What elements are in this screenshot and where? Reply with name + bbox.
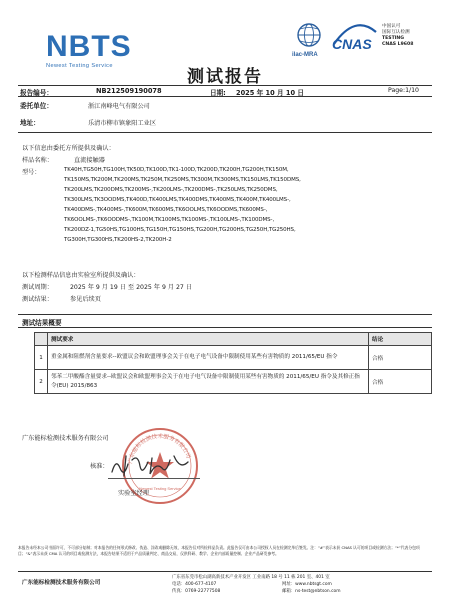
lab-intro: 以下检测样品信息由实验室所提供及确认：	[22, 272, 140, 279]
footer-web: 网址：www.nbtsgt.com	[282, 582, 332, 587]
report-no: NB212509190078	[96, 87, 162, 95]
cnas-line-2: 国际互认检测	[382, 30, 410, 35]
ilac-globe-icon	[292, 22, 326, 50]
report-date: 2025 年 10 月 10 日	[236, 89, 304, 97]
client-name: 浙江南峰电气有限公司	[88, 103, 150, 110]
model-list: TK40H,TG50H,TG100H,TK50D,TK100D,TK1-100D,TK200D,TK200H,TG200H,TK150M, TK150MS,TK200M,TK200MS,TK250M,TK250MS,TK300M,TK300MS,TK150LMS,TK150DMS, TK200LMS,TK200DMS,TK200MS-,TK200LMS-,TK200DMS-,TK250LMS,TK250DMS, TK300LMS,TK3OODMS,TK400D,TK400LMS,TK400DMS,TK400MS,TK400M,TK400LMS-, TK400DMS-,TK400MS-,TK600M,TK600MS,TK6OOLMS,TK6OODMS,TK600MS-, TK6OOLMS-,TK6OODMS-,TK100M,TK100MS,TK100MS-,TK100LMS-,TK100DMS-, TK200DZ-1,TG50HS,TG100HS,TG150H,TG150HS,TG200H,TG200HS,TG250H,TG250HS, TG300H,TG300HS,TK200HS-2,TK200H-2	[64, 167, 301, 243]
signature-underline	[108, 478, 200, 479]
page-number: Page:1/10	[388, 87, 419, 94]
footer-fax: 传真：0769-22777508	[172, 589, 221, 594]
cnas-line-4: CNAS L9608	[382, 42, 414, 47]
ilac-mra-logo	[292, 22, 326, 62]
test-period-label: 测试周期：	[22, 284, 53, 291]
report-title: 测试报告	[187, 67, 263, 87]
date-label: 日期:	[210, 89, 226, 97]
footer-address: 广东省东莞市松山湖高新技术产业开发区 工业南路 18 号 11 栋 201 室、401 室	[172, 575, 330, 580]
test-result: 参见后续页	[70, 296, 101, 303]
nbts-logo-mark	[46, 30, 142, 60]
table-row	[35, 370, 432, 394]
test-result-label: 测试结果：	[22, 296, 53, 303]
nbts-tagline: Newest Testing Service	[46, 63, 113, 69]
cnas-line-3: TESTING	[382, 36, 405, 41]
sample-name: 直流接触器	[74, 157, 105, 164]
sample-name-label: 样品名称：	[22, 157, 53, 164]
header-no-cell	[35, 333, 48, 346]
meta-divider	[18, 96, 432, 97]
header-conclusion: 结论	[369, 333, 432, 346]
header-requirement: 测试要求	[48, 333, 369, 346]
row-requirement: 邻苯二甲酸酯含量要求--欧盟议会和欧盟理事会关于在电子电气设备中限制使用某些有害物质的 2011/65/EU 指令及其修正指令(EU) 2015/863	[48, 370, 369, 394]
footer-email: 邮箱：ns-test@nbtson.com	[282, 589, 341, 594]
client-divider	[18, 132, 432, 133]
ilac-label: ilac-MRA	[292, 52, 318, 58]
cnas-line-1: 中国认可	[382, 24, 401, 29]
summary-top-divider	[18, 314, 432, 315]
row-number: 2	[35, 370, 48, 394]
test-period: 2025 年 9 月 19 日 至 2025 年 9 月 27 日	[70, 284, 193, 291]
signer-role: 实验室经理	[118, 490, 149, 497]
issuing-company: 广东能标检测技术服务有限公司	[22, 435, 109, 442]
footer-tel: 电话：400-677-4107	[172, 582, 217, 587]
row-conclusion: 合格	[369, 370, 432, 394]
summary-table	[34, 332, 432, 394]
footer-company: 广东能标检测技术服务有限公司	[22, 580, 101, 586]
row-number: 1	[35, 346, 48, 370]
client-name-label: 委托单位：	[20, 102, 53, 110]
client-address: 乐清市柳市镇象阳工业区	[88, 120, 157, 127]
cnas-mark-icon	[330, 22, 380, 52]
approve-label: 核准：	[90, 463, 109, 470]
row-requirement: 重金属和阻燃剂含量要求--欧盟议会和欧盟理事会关于在电子电气设备中限制使用某些有害物质的 2011/65/EU 指令	[48, 346, 369, 370]
footer-disclaimer: 本报告未经本公司书面许可，不可部分复制；对本报告的任何形式修改、伪造、涂改或删除无效，本报告仅对所检样品负责。此报告仅可由本公司授权人员在检测完毕后签发。注：“#”表示未获 CNAS 认可的项目或检测方法；“*”代表分包项目；“&”表示未获 CMA 认可的项目或检测方法，本报告结果不适用于产品质量判定、商品交易，仅供科研、教学、企业内部质量控制、企业产品研发参考。	[18, 545, 420, 556]
row-conclusion: 合格	[369, 346, 432, 370]
svg-text:Newest Testing Service: Newest Testing Service	[139, 486, 181, 491]
summary-table-header	[35, 333, 432, 346]
summary-bottom-divider	[18, 327, 432, 328]
title-divider	[18, 85, 432, 86]
sample-intro: 以下信息由委托方所提供及确认：	[22, 145, 115, 152]
cnas-logo	[330, 20, 434, 62]
model-label: 型号：	[22, 169, 41, 176]
footer-divider	[18, 571, 432, 572]
client-address-label: 地址：	[20, 119, 40, 127]
svg-text:广东能标检测技术服务有限公司: 广东能标检测技术服务有限公司	[127, 433, 191, 465]
report-no-label: 报告编号：	[20, 89, 53, 97]
table-row	[35, 346, 432, 370]
summary-heading: 测试结果概要	[22, 319, 62, 327]
svg-text:NBTS: NBTS	[46, 30, 132, 60]
svg-text:CNAS: CNAS	[332, 36, 372, 52]
